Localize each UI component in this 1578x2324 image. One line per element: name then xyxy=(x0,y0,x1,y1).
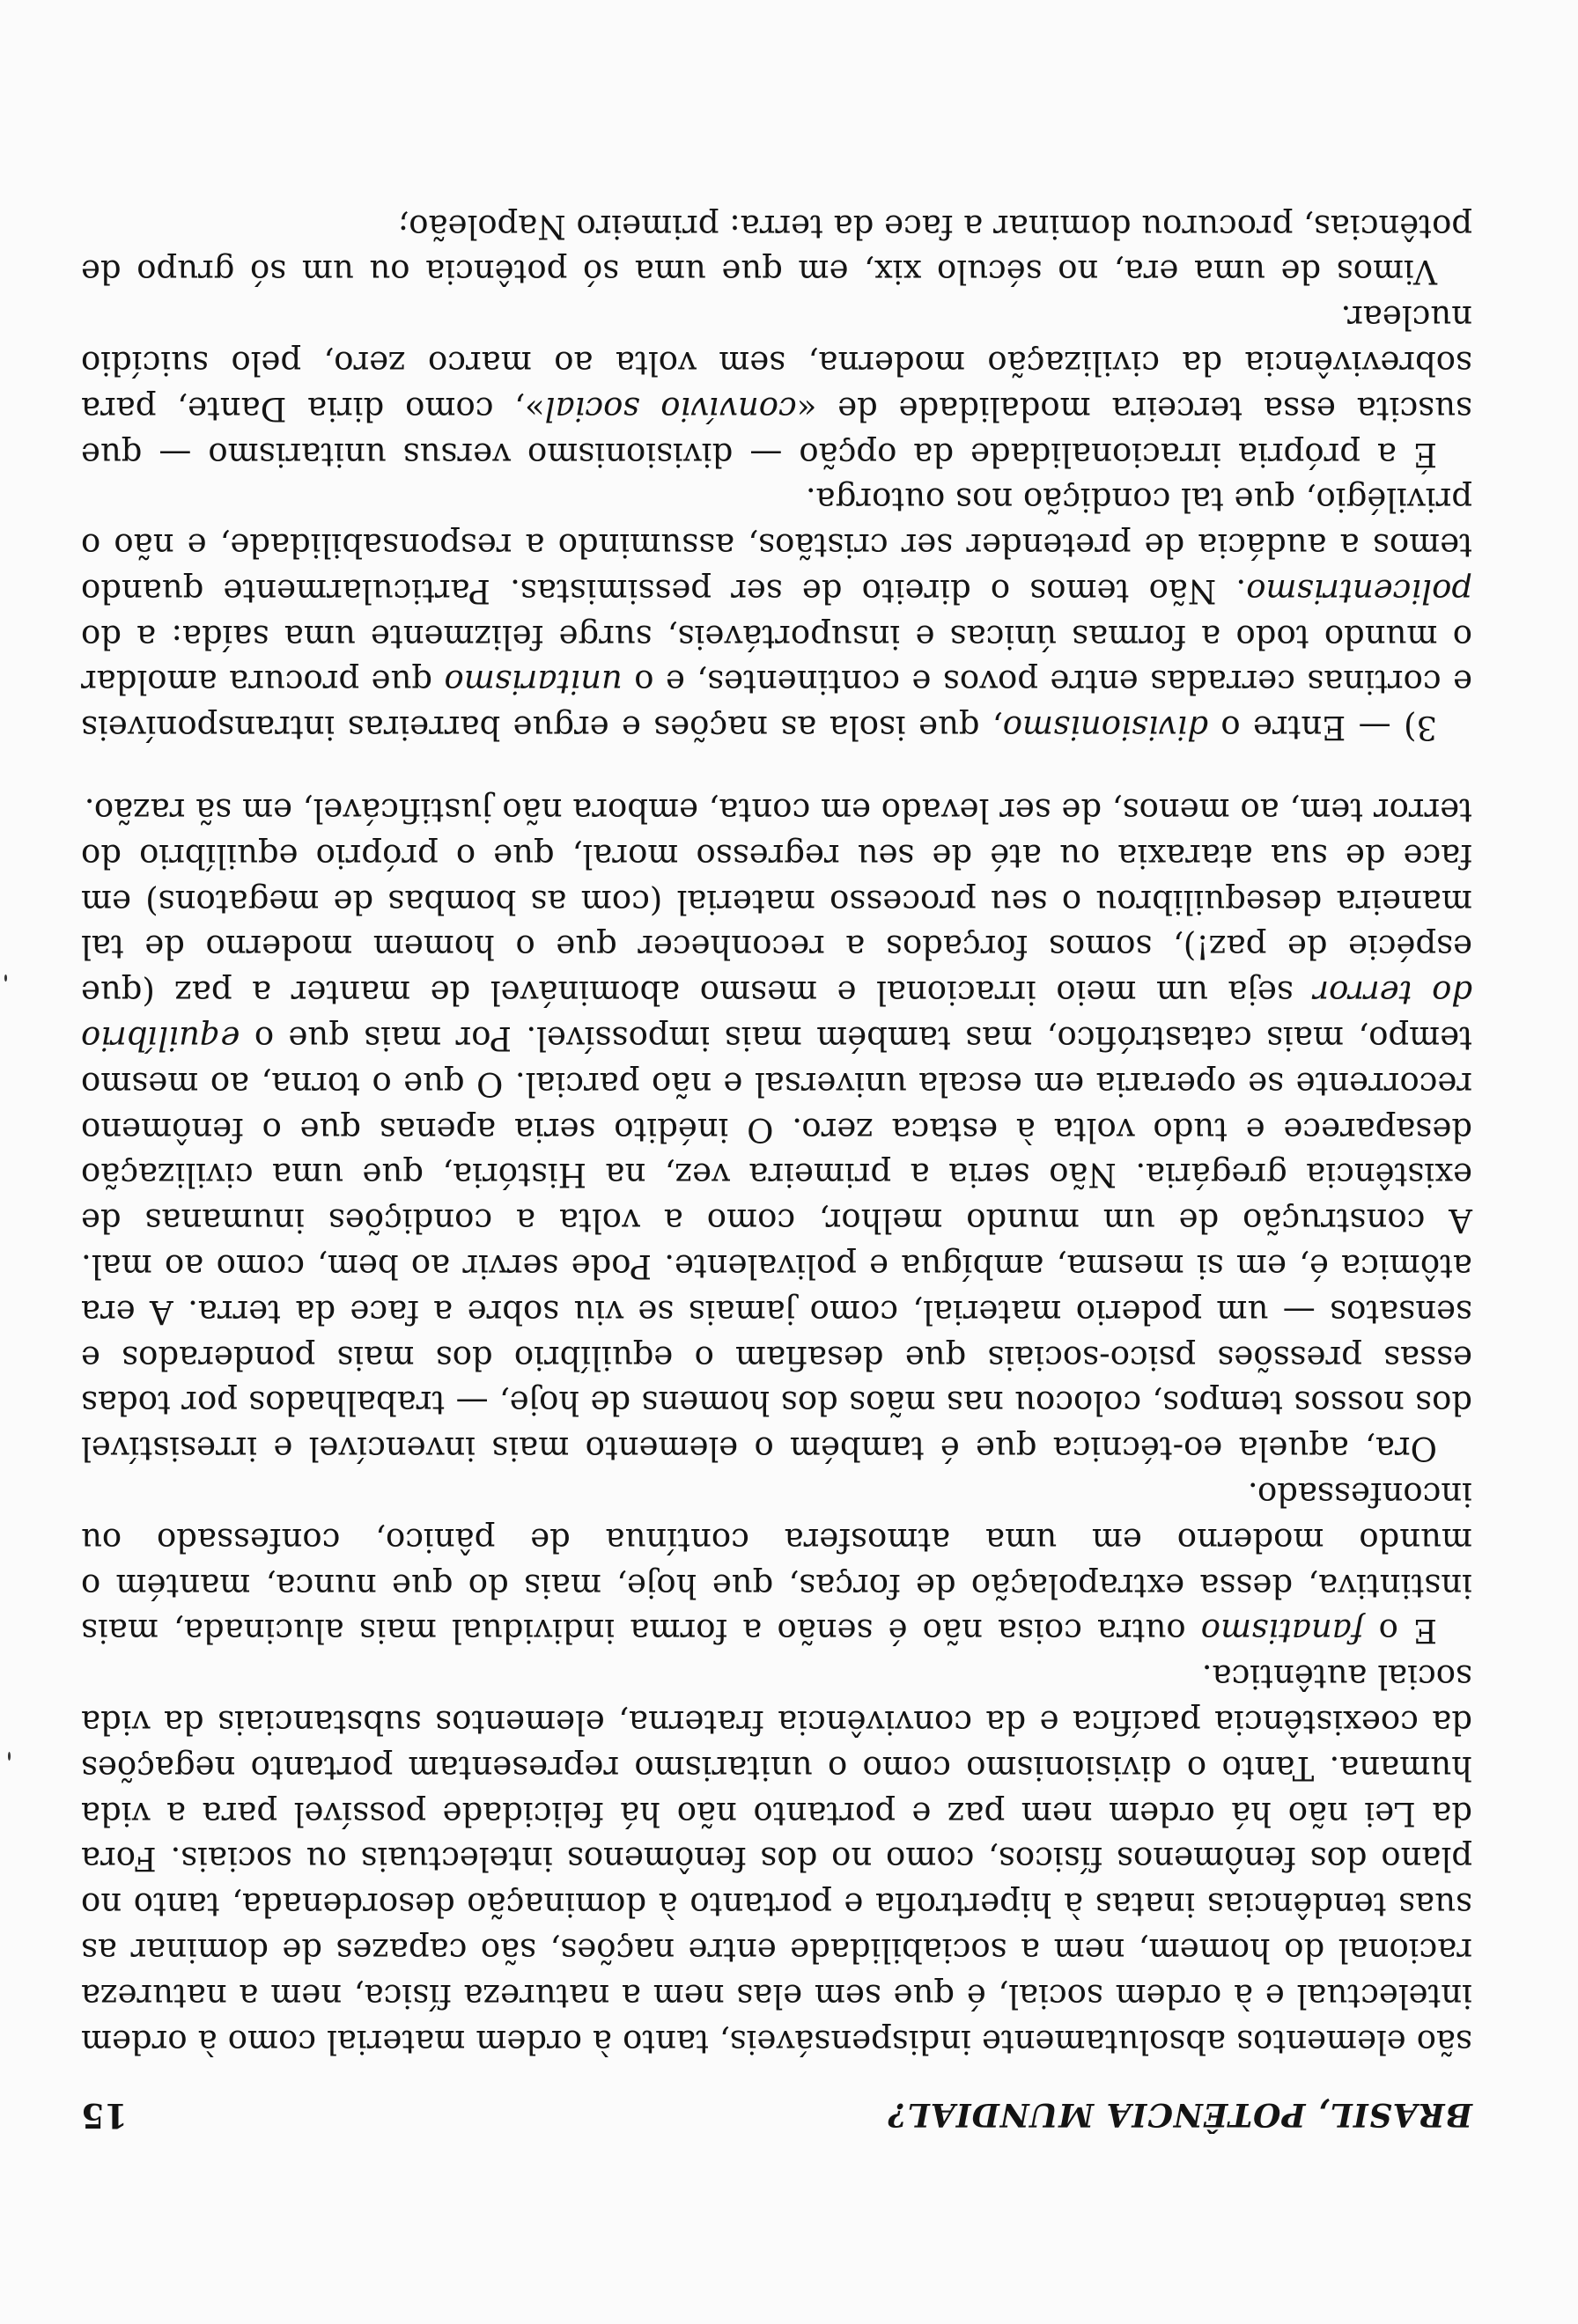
paragraph-6 xyxy=(81,203,1472,295)
paragraph-2-text-b: outra coisa não é senão a forma individual mais alucinada, mais instintiva, dessa extrapolação de forças, que hoje, mais do que nunca, mantém o mundo moderno em uma atmosfera contínua de pânico, confessado ou inconfessado. xyxy=(80,1475,1472,1651)
paragraph-4-italic-a: divisionismo xyxy=(1002,709,1209,747)
paragraph-3-text-b: seja um meio irracional e mesmo abominável de manter a paz (que espécie de paz!), somos forçados a reconhecer que o homem moderno de tal maneira desequilibrou o seu processo material (com as bombas de megatons) em face de sua ataraxia ou até de seu regresso moral, que o próprio equilíbrio do terror tem, ao menos, de ser levado em conta, embora não justificável, em sã razão. xyxy=(81,791,1472,1012)
paragraph-4-text-b: , que isola as nações e ergue barreiras intransponíveis e cortinas cerradas entre povos e continentes, e o xyxy=(81,663,1472,747)
paragraph-5-text-b: », como diria Dante, para sobrevivência da civilização moderna, sem volta ao marco zero, pelo suicídio nuclear. xyxy=(81,298,1472,428)
body-text xyxy=(81,203,1472,2064)
paragraph-3-text-a: Ora, aquela eo-técnica que é também o elemento mais invencível e irresistível dos nossos tempos, colocou nas mãos dos homens de hoje, — trabalhados por todas essas pressões psico-sociais que desafiam o equilíbrio dos mais ponderados e sensatos — um poderio material, como jamais se viu sobre a face da terra. A era atômica é, em si mesma, ambígua e polivalente. Pode servir ao bem, como ao mal. A construção de um mundo melhor, como a volta a condições inumanas de existência gregária. Não seria a primeira vez, na História, que uma civilização desaparece e tudo volta à estaca zero. O inédito seria apenas que o fenômeno recorrente se operaria em escala universal e não parcial. O que o torna, ao mesmo tempo, mais catastrófico, mas também mais impossível. Por mais que o xyxy=(81,1019,1472,1468)
paragraph-4-text-a: 3) — Entre o xyxy=(1208,709,1437,747)
paragraph-3-italic: equilíbrio do terror xyxy=(81,974,1472,1058)
paragraph-4-text-c: que procura amoldar o mundo todo a formas únicas e insuportáveis, surge felizmente uma saída: a do xyxy=(81,617,1472,702)
paragraph-3 xyxy=(81,787,1472,1471)
paragraph-5 xyxy=(81,294,1472,476)
ink-speck-1 xyxy=(8,1752,11,1761)
paragraph-1 xyxy=(81,1653,1472,2063)
paragraph-4 xyxy=(81,477,1472,751)
page-number: 15 xyxy=(81,2096,128,2136)
paragraph-2-text-a: E o xyxy=(1363,1612,1437,1651)
paragraph-5-italic: convívio social xyxy=(544,389,797,428)
paragraph-2-italic: fanatismo xyxy=(1200,1612,1364,1651)
paragraph-6-text: Vimos de uma era, no século xix, em que uma só potência ou um só grupo de potências, procurou dominar a face da terra: primeiro Napoleão; xyxy=(81,207,1472,291)
running-header xyxy=(81,2092,1472,2139)
ink-speck-2 xyxy=(4,974,7,982)
running-head-title: BRASIL, POTÊNCIA MUNDIAL? xyxy=(887,2096,1472,2133)
book-page xyxy=(81,203,1472,2139)
paragraph-4-italic-b: unitarismo xyxy=(444,663,623,702)
paragraph-5-text-a: É a própria irracionalidade da opção — divisionismo versus unitarismo — que suscita essa terceira modalidade de « xyxy=(81,389,1472,474)
paragraph-2 xyxy=(81,1471,1472,1653)
paragraph-4-text-d: . Não temos o direito de ser pessimistas. Particularmente quando temos a audácia de pretender ser cristãos, assumindo a responsabilidade, e não o privilégio, que tal condição nos outorga. xyxy=(81,481,1472,610)
paragraph-4-italic-c: policentrismo xyxy=(1246,571,1472,610)
paragraph-1-text: são elementos absolutamente indispensáveis, tanto à ordem material como à ordem intelectual e à ordem social, é que sem elas nem a natureza física, nem a natureza racional do homem, nem a sociabilidade entre nações, são capazes de dominar as suas tendências inatas à hipertrofia e portanto à dominação desordenada, tanto no plano dos fenômenos físicos, como no dos fenômenos intelectuais ou sociais. Fora da Lei não há ordem nem paz e portanto não há felicidade possível para a vida humana. Tanto o divisionismo como o unitarismo representam portanto negações da coexistência pacífica e da convivência fraterna, elementos substanciais da vida social autêntica. xyxy=(81,1658,1472,2061)
